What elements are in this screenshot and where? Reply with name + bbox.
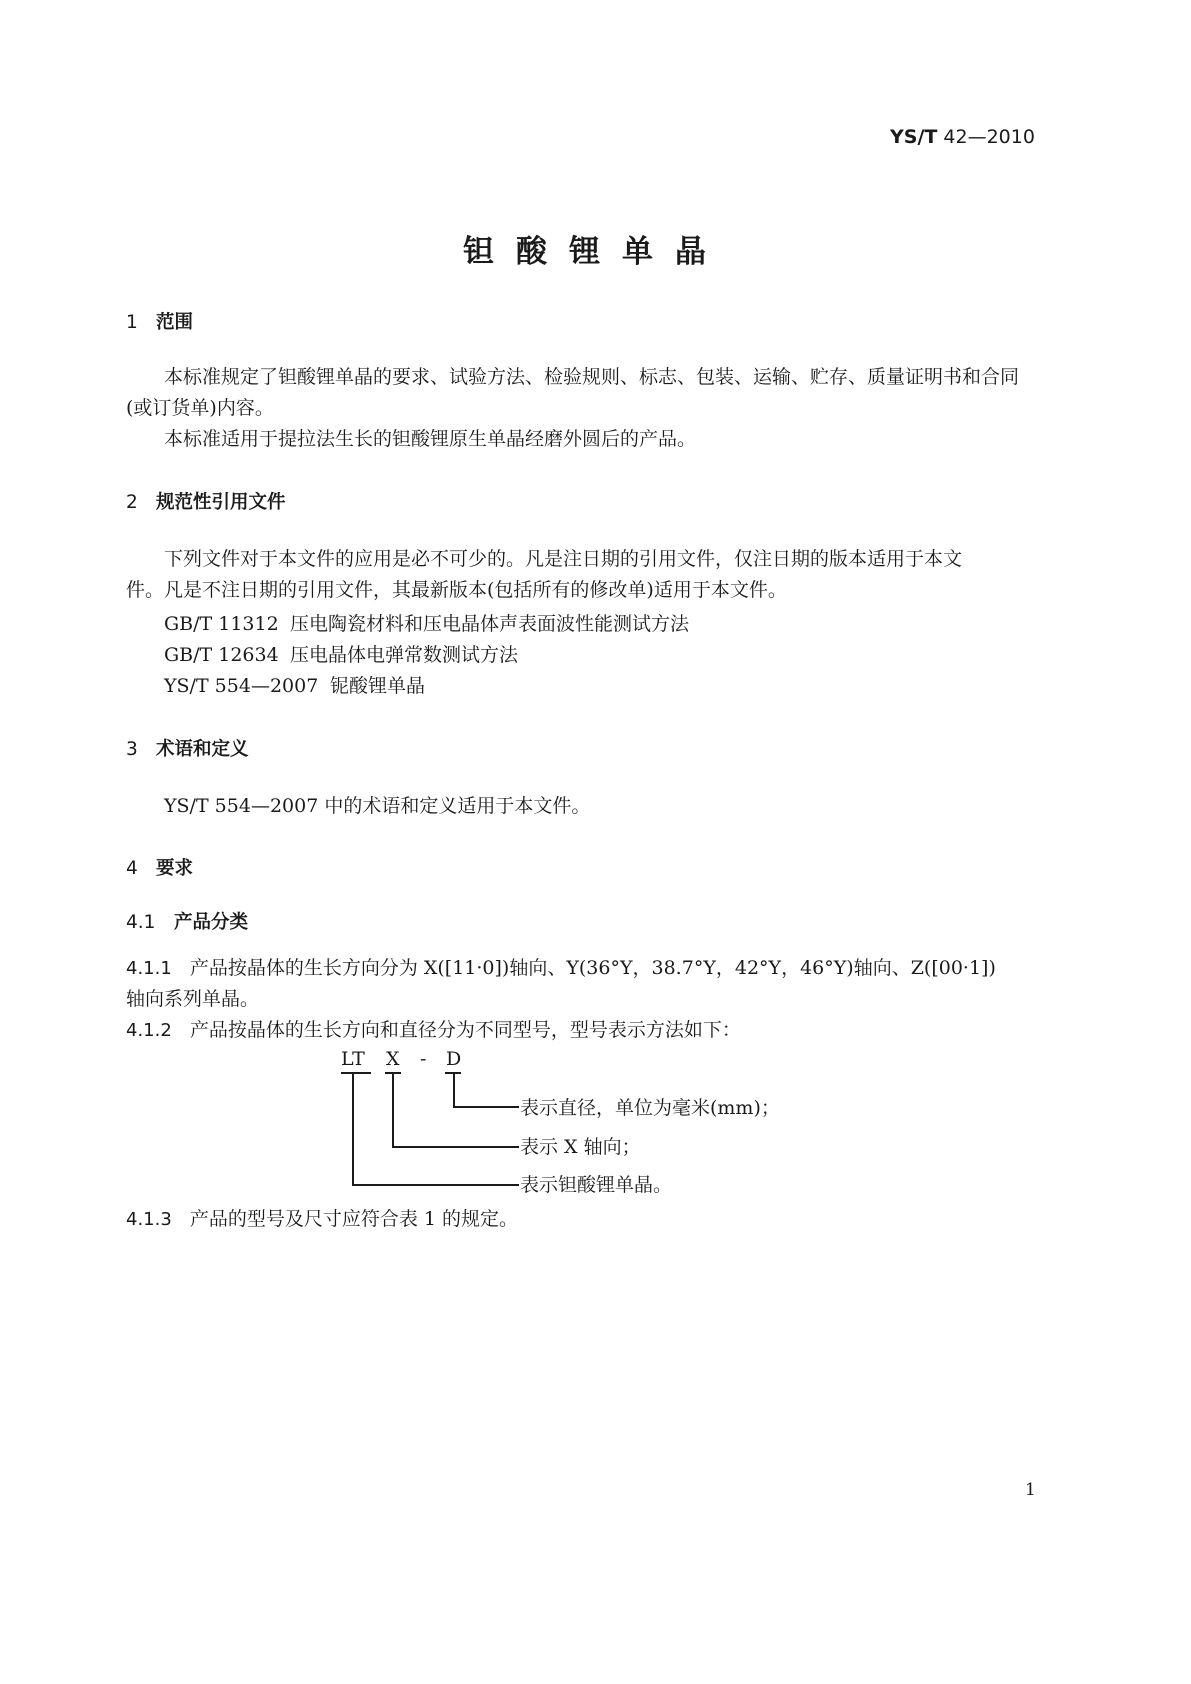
subsection-title: 产品分类 — [174, 912, 249, 933]
reference-name: 压电陶瓷材料和压电晶体声表面波性能测试方法 — [290, 613, 690, 635]
leader-d-vertical — [453, 1073, 455, 1107]
section-title: 术语和定义 — [156, 739, 249, 760]
leader-lt-vertical — [352, 1073, 354, 1185]
label-x-axis: 表示 X 轴向； — [520, 1136, 641, 1158]
reference-code: GB/T 12634 — [164, 644, 279, 666]
leader-x-vertical — [392, 1073, 394, 1147]
subsection-number: 4.1 — [126, 912, 156, 933]
clause-continuation: 轴向系列单晶。 — [126, 988, 260, 1010]
section-title: 范围 — [156, 312, 194, 333]
reference-name: 压电晶体电弹常数测试方法 — [290, 644, 519, 666]
leader-x-horizontal — [392, 1146, 519, 1148]
paragraph: 本标准规定了钽酸锂单晶的要求、试验方法、检验规则、标志、包装、运输、贮存、质量证明书和合同 — [164, 366, 1020, 388]
section-4-heading — [126, 854, 193, 880]
model-part-lt: LT — [341, 1048, 365, 1070]
label-diameter: 表示直径，单位为毫米(mm)； — [520, 1097, 780, 1119]
paragraph-continuation: (或订货单)内容。 — [126, 397, 274, 419]
clause-number: 4.1.1 — [126, 958, 172, 979]
model-dash: - — [420, 1048, 427, 1070]
document-title: 钽酸锂单晶 — [463, 234, 728, 270]
leader-d-horizontal — [453, 1106, 519, 1108]
reference-code: YS/T 554—2007 — [164, 675, 319, 697]
clause-number: 4.1.3 — [126, 1209, 172, 1230]
leader-lt-horizontal — [352, 1184, 519, 1186]
clause-number: 4.1.2 — [126, 1020, 172, 1041]
section-1-heading — [126, 308, 193, 334]
section-title: 规范性引用文件 — [156, 492, 286, 513]
section-number: 1 — [126, 312, 138, 333]
paragraph: 下列文件对于本文件的应用是必不可少的。凡是注日期的引用文件，仅注日期的版本适用于本文 — [164, 548, 963, 570]
label-lithium-tantalate: 表示钽酸锂单晶。 — [520, 1174, 673, 1196]
subsection-4-1-heading — [126, 908, 248, 934]
section-3-heading — [126, 735, 249, 761]
clause-text: 产品的型号及尺寸应符合表 1 的规定。 — [189, 1208, 518, 1230]
section-number: 3 — [126, 739, 138, 760]
standard-number: 42—2010 — [943, 126, 1035, 148]
standard-prefix: YS/T — [890, 126, 938, 148]
clause-text: 产品按晶体的生长方向和直径分为不同型号，型号表示方法如下： — [189, 1019, 741, 1041]
section-title: 要求 — [156, 858, 194, 879]
clause-4-1-2 — [126, 1015, 741, 1046]
clause-4-1-3 — [126, 1204, 518, 1235]
clause-text: 产品按晶体的生长方向分为 X([11·0])轴向、Y(36°Y，38.7°Y，42°Y，46°Y)轴向、Z([00·1]) — [189, 957, 996, 979]
reference-item — [164, 609, 689, 636]
reference-name: 铌酸锂单晶 — [330, 675, 426, 697]
underline-lt — [341, 1072, 371, 1074]
reference-item — [164, 671, 425, 698]
reference-item — [164, 640, 518, 667]
model-part-x: X — [386, 1048, 400, 1070]
standard-code — [890, 126, 1035, 148]
section-2-heading — [126, 488, 286, 514]
paragraph: YS/T 554—2007 中的术语和定义适用于本文件。 — [164, 795, 591, 817]
paragraph: 本标准适用于提拉法生长的钽酸锂原生单晶经磨外圆后的产品。 — [164, 428, 697, 450]
clause-4-1-1 — [126, 953, 996, 984]
section-number: 2 — [126, 492, 138, 513]
reference-code: GB/T 11312 — [164, 613, 279, 635]
page-number: 1 — [1025, 1480, 1036, 1500]
model-part-d: D — [446, 1048, 462, 1070]
paragraph-continuation: 件。凡是不注日期的引用文件，其最新版本(包括所有的修改单)适用于本文件。 — [126, 579, 787, 601]
section-number: 4 — [126, 858, 138, 879]
